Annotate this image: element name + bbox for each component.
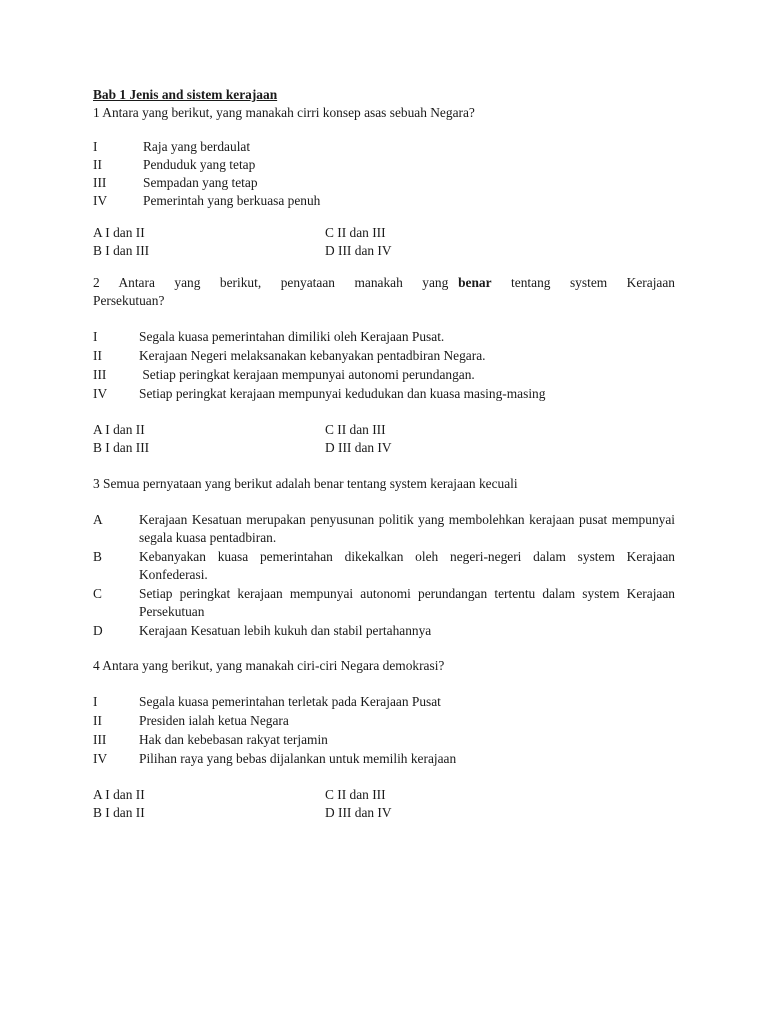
item-text: Segala kuasa pemerintahan dimiliki oleh Kerajaan Pusat. xyxy=(139,329,445,344)
option-letter: B xyxy=(93,549,102,564)
item-number: I xyxy=(93,694,98,709)
question-4-items xyxy=(93,693,675,768)
item-number: I xyxy=(93,329,98,344)
question-2-answers xyxy=(93,421,675,457)
item-number: IV xyxy=(93,751,108,766)
item-text: Segala kuasa pemerintahan terletak pada Kerajaan Pusat xyxy=(139,694,441,709)
question-2-text-pre: 2 Antara yang berikut, penyataan manakah yang xyxy=(93,275,459,290)
item-text: Setiap peringkat kerajaan mempunyai kedudukan dan kuasa masing-masing xyxy=(139,386,546,401)
list-item xyxy=(93,585,675,621)
item-number: III xyxy=(93,732,107,747)
question-3-options xyxy=(93,511,675,640)
question-3-text: 3 Semua pernyataan yang berikut adalah benar tentang system kerajaan kecuali xyxy=(93,476,518,491)
list-item xyxy=(93,622,675,640)
item-number: I xyxy=(93,139,98,154)
question-1-items xyxy=(93,138,675,210)
answer-option: D III dan IV xyxy=(325,243,392,258)
question-2-text xyxy=(93,274,675,310)
option-text: Setiap peringkat kerajaan mempunyai autonomi perundangan tertentu dalam system Kerajaan Persekutuan xyxy=(139,586,675,619)
item-text: Hak dan kebebasan rakyat terjamin xyxy=(139,732,328,747)
list-item xyxy=(93,347,675,365)
item-number: II xyxy=(93,348,102,363)
answer-option: A I dan II xyxy=(93,422,145,437)
list-item xyxy=(93,192,675,210)
question-2-text-post: tentang system Kerajaan xyxy=(491,275,675,290)
list-item xyxy=(93,174,675,192)
answer-option: D III dan IV xyxy=(325,440,392,455)
option-text: Kerajaan Kesatuan lebih kukuh dan stabil pertahannya xyxy=(139,623,432,638)
list-item xyxy=(93,366,675,384)
item-number: II xyxy=(93,713,102,728)
list-item xyxy=(93,712,675,730)
answer-option: A I dan II xyxy=(93,787,145,802)
list-item xyxy=(93,511,675,547)
answer-option: A I dan II xyxy=(93,225,145,240)
item-text: Presiden ialah ketua Negara xyxy=(139,713,289,728)
question-2-text-line2: Persekutuan? xyxy=(93,293,165,308)
answer-option: B I dan III xyxy=(93,440,150,455)
question-2-emphasis: benar xyxy=(458,275,492,290)
option-text: Kerajaan Kesatuan merupakan penyusunan politik yang membolehkan kerajaan pusat mempunyai segala kuasa pentadbiran. xyxy=(139,512,675,545)
question-4-answers xyxy=(93,786,675,822)
item-text: Pilihan raya yang bebas dijalankan untuk memilih kerajaan xyxy=(139,751,457,766)
answer-option: B I dan II xyxy=(93,805,145,820)
item-text: Raja yang berdaulat xyxy=(143,139,251,154)
question-1-text: 1 Antara yang berikut, yang manakah cirri konsep asas sebuah Negara? xyxy=(93,105,475,120)
list-item xyxy=(93,385,675,403)
question-2-items xyxy=(93,328,675,403)
list-item xyxy=(93,731,675,749)
option-letter: C xyxy=(93,586,102,601)
answer-option: C II dan III xyxy=(325,225,386,240)
item-text: Setiap peringkat kerajaan mempunyai autonomi perundangan. xyxy=(139,367,475,382)
answer-option: D III dan IV xyxy=(325,805,392,820)
question-1-answers xyxy=(93,224,675,260)
item-number: IV xyxy=(93,386,108,401)
item-number: II xyxy=(93,157,102,172)
answer-option: C II dan III xyxy=(325,422,386,437)
option-letter: A xyxy=(93,512,103,527)
chapter-title: Bab 1 Jenis and sistem kerajaan xyxy=(93,87,278,102)
answer-option: C II dan III xyxy=(325,787,386,802)
item-text: Penduduk yang tetap xyxy=(143,157,256,172)
answer-option: B I dan III xyxy=(93,243,150,258)
item-number: III xyxy=(93,367,107,382)
list-item xyxy=(93,138,675,156)
item-number: IV xyxy=(93,193,108,208)
item-text: Pemerintah yang berkuasa penuh xyxy=(143,193,321,208)
item-text: Kerajaan Negeri melaksanakan kebanyakan pentadbiran Negara. xyxy=(139,348,486,363)
document-page xyxy=(93,86,675,822)
item-text: Sempadan yang tetap xyxy=(143,175,258,190)
question-4-text: 4 Antara yang berikut, yang manakah ciri-ciri Negara demokrasi? xyxy=(93,658,445,673)
list-item xyxy=(93,548,675,584)
list-item xyxy=(93,328,675,346)
list-item xyxy=(93,693,675,711)
option-text: Kebanyakan kuasa pemerintahan dikekalkan oleh negeri-negeri dalam system Kerajaan Konfederasi. xyxy=(139,549,675,582)
list-item xyxy=(93,156,675,174)
item-number: III xyxy=(93,175,107,190)
list-item xyxy=(93,750,675,768)
option-letter: D xyxy=(93,623,103,638)
